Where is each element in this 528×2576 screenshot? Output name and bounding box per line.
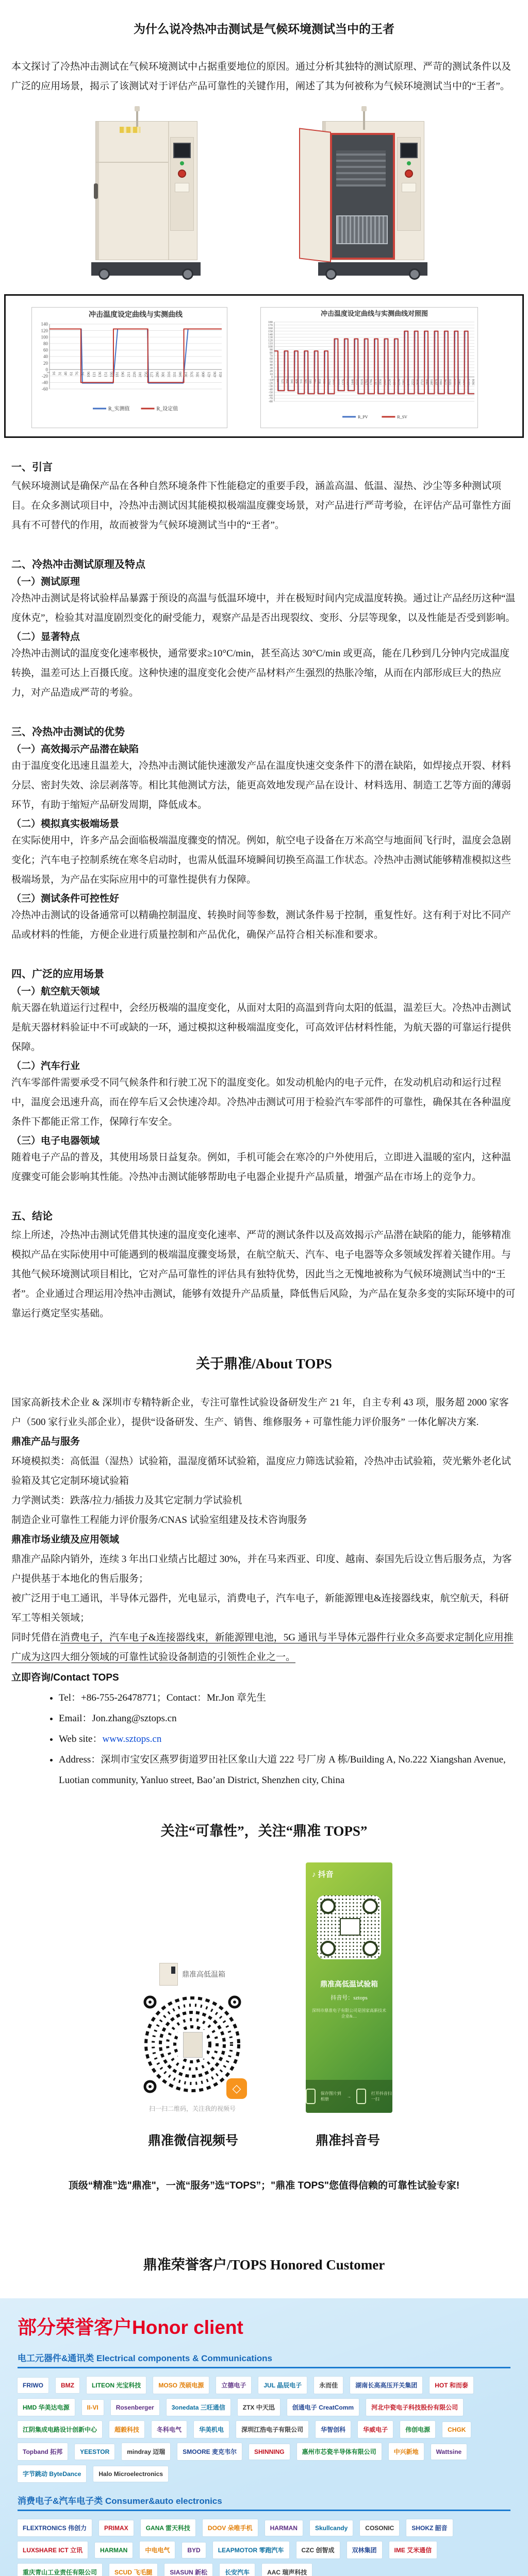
- client-logo: IME 艾米通信: [389, 2541, 437, 2558]
- chamber-antenna: [363, 110, 365, 130]
- douyin-bottom-bar: [306, 2080, 392, 2113]
- svg-text:346: 346: [178, 371, 183, 378]
- svg-text:160: 160: [268, 327, 273, 330]
- product-photos: [0, 108, 528, 279]
- svg-text:170: 170: [268, 324, 273, 328]
- about-line: 鼎准产品与服务: [11, 1436, 80, 1447]
- qr-center-product-image: [340, 1918, 360, 1936]
- svg-text:596: 596: [305, 379, 308, 384]
- svg-text:130: 130: [268, 336, 273, 340]
- interior-mesh-basket: [336, 215, 388, 244]
- sub-heading: （一）航空航天领域: [11, 986, 100, 997]
- client-logo: LEAPMOTOR 零跑汽车: [213, 2541, 289, 2558]
- client-logo: 华智创科: [316, 2421, 351, 2438]
- svg-text:120: 120: [268, 339, 273, 343]
- client-logo: 江阴集成电路设计创新中心: [18, 2421, 102, 2438]
- website-link[interactable]: www.sztops.cn: [102, 1734, 162, 1744]
- douyin-card: [306, 1862, 392, 2113]
- svg-text:2381: 2381: [402, 379, 406, 385]
- charts-frame: [4, 294, 524, 438]
- svg-text:1276: 1276: [342, 379, 345, 385]
- wechat-caption: 鼎准微信视频号: [147, 2134, 238, 2148]
- svg-text:851: 851: [319, 379, 322, 384]
- svg-text:2891: 2891: [430, 379, 434, 385]
- chamber-base: [318, 262, 427, 276]
- svg-text:R_实测值: R_实测值: [108, 406, 130, 412]
- svg-text:681: 681: [309, 379, 313, 384]
- svg-text:1: 1: [272, 379, 275, 381]
- svg-text:331: 331: [172, 371, 177, 378]
- control-panel: [397, 137, 421, 231]
- client-logo: SIASUN 新松: [164, 2564, 212, 2576]
- svg-text:冲击温度设定曲线与实测曲线对照图: 冲击温度设定曲线与实测曲线对照图: [320, 310, 428, 317]
- sub-heading: （三）测试条件可控性好: [11, 893, 120, 904]
- svg-text:100: 100: [268, 345, 273, 349]
- svg-text:511: 511: [300, 379, 304, 384]
- svg-text:60: 60: [270, 358, 273, 361]
- control-panel: [170, 137, 194, 231]
- client-logo: HOT 和而泰: [430, 2377, 473, 2394]
- svg-text:2806: 2806: [425, 379, 429, 385]
- douyin-description: 深圳市鼎准电子有限公司是国家高新技术企业&…: [312, 2008, 386, 2019]
- client-logo: FRIWO: [18, 2378, 48, 2393]
- sub-heading: （二）模拟真实极端场景: [11, 819, 120, 829]
- emergency-stop-button: [178, 170, 186, 178]
- svg-text:3316: 3316: [453, 379, 457, 385]
- client-logo: 伟创电源: [400, 2421, 435, 2438]
- client-logo: ZTX 中天迅: [238, 2399, 280, 2416]
- svg-text:100: 100: [41, 334, 48, 340]
- wechat-channels-icon: ◇: [226, 2078, 247, 2099]
- contact-list: [11, 1688, 517, 1791]
- svg-text:R_设定值: R_设定值: [156, 406, 178, 412]
- client-logo: Halo Microelectronics: [93, 2466, 168, 2482]
- sub-heading: （二）显著特点: [11, 632, 80, 642]
- client-logo: SHINNING: [249, 2444, 290, 2460]
- svg-text:166: 166: [109, 371, 114, 378]
- article-body: [0, 459, 528, 1324]
- thermal-shock-chamber-open-image: [313, 114, 442, 279]
- svg-text:1106: 1106: [333, 379, 336, 385]
- svg-text:0: 0: [45, 367, 48, 372]
- abstract-paragraph: 本文探讨了冷热冲击测试在气候环境测试中占据重要地位的原因。通过分析其独特的测试原理、严苛的测试条件以及广泛的应用场景，揭示了该测试对于评估产品可靠性的关键作用，阐述了其为何被称为气候环境测试当中的“王者”。: [11, 61, 512, 92]
- client-logo: 创通电子 CreatComm: [287, 2399, 359, 2416]
- douyin-caption: 鼎准抖音号: [316, 2134, 381, 2148]
- svg-text:90: 90: [270, 348, 273, 352]
- svg-text:91: 91: [80, 371, 85, 376]
- about-line: 制造企业可靠性工程能力评价服务/CNAS 试验室组建及技术咨询服务: [11, 1515, 307, 1526]
- about-line: 鼎准产品除内销外，连续 3 年出口业绩占比超过 30%，并在马来西亚、印度、越南、泰国先后设立售后服务点，为客户提供基于本地化的售后服务；: [11, 1554, 512, 1584]
- phone-scan-icon: [356, 2089, 366, 2104]
- svg-text:1446: 1446: [351, 379, 355, 385]
- about-line: 国家高新技术企业 & 深圳市专精特新企业，专注可靠性试验设备研发生产 21 年，自主专利 43 项，服务超 2000 家客户（500 家行业头部企业），提供“设备研发、生产、销售、维修服务 + 可靠性能力评价服务” 一体化解决方案.: [11, 1397, 509, 1428]
- client-logo: MOSO 茂硕电源: [153, 2377, 209, 2394]
- svg-text:426: 426: [295, 379, 299, 384]
- svg-text:2466: 2466: [407, 379, 410, 385]
- paragraph: 在实际使用中，许多产品会面临极端温度骤变的情况。例如，航空电子设备在万米高空与地面间飞行时，温度会急剧变化；汽车电子控制系统在寒冬启动时，也需从低温环境瞬间切换至高温工作状态。冷热冲击测试能够精准模拟这些极端场景，为产品在实际应用中的可靠性提供有力保障。: [11, 835, 512, 885]
- svg-text:110: 110: [268, 342, 273, 346]
- svg-text:936: 936: [323, 379, 327, 384]
- svg-text:171: 171: [282, 379, 285, 384]
- contact-heading: 立即咨询/Contact TOPS: [11, 1672, 119, 1683]
- contact-tel: • Tel：+86-755-26478771；Contact：Mr.Jon 章先生: [59, 1688, 517, 1708]
- client-logo: mindray 迈瑞: [122, 2443, 170, 2460]
- svg-text:436: 436: [212, 371, 217, 378]
- chamber-thumbnail: [159, 1963, 178, 1986]
- sub-heading: （三）电子电器领域: [11, 1136, 100, 1146]
- client-logo: 河北中瓷电子科技股份有限公司: [366, 2399, 463, 2416]
- svg-text:31: 31: [57, 371, 62, 376]
- save-hint: 保存图片到相册: [320, 2091, 341, 2102]
- douyin-logo: ♪ 抖音: [312, 1870, 334, 1879]
- client-logo: 中兴新地: [389, 2443, 424, 2460]
- svg-text:271: 271: [149, 371, 154, 378]
- svg-text:140: 140: [268, 333, 273, 336]
- svg-text:316: 316: [166, 371, 171, 378]
- qr-codes: [0, 1862, 528, 2113]
- svg-text:-30: -30: [269, 385, 273, 388]
- client-logo: Topband 拓邦: [18, 2443, 68, 2460]
- client-logo: DOOV 朵唯手机: [203, 2519, 258, 2536]
- svg-text:3571: 3571: [467, 379, 471, 385]
- svg-text:1956: 1956: [379, 379, 383, 385]
- paragraph: 航天器在轨道运行过程中，会经历极端的温度变化，从面对太阳的高温到背向太阳的低温，温差巨大。冷热冲击测试是航天器材料验证中不可或缺的一环，通过模拟这种极端温度变化，可高效评估材料性能，为航天器的可靠运行提供保障。: [11, 1003, 512, 1053]
- client-logo: GANA 雷天科技: [141, 2519, 195, 2536]
- paragraph: 综上所述，冷热冲击测试凭借其快速的温度变化速率、严苛的测试条件以及高效揭示产品潜在缺陷的能力，能够精准模拟产品在实际使用中可能遇到的极端温度骤变场景，在航空航天、汽车、电子电器等众多领域发挥着关键作用。与其他气候环境测试项目相比，它对产品可靠性的评估具有独特优势，因此当之无愧地被称为气候环境测试当中的“王者”。企业通过合理运用冷热冲击测试，能够有效提升产品质量，降低售后风险，为产品在复杂多变的实际环境中的可靠运行奠定坚实基础。: [11, 1230, 516, 1319]
- svg-text:20: 20: [43, 360, 48, 366]
- interior-shelf: [336, 150, 386, 187]
- svg-text:256: 256: [286, 379, 290, 384]
- svg-text:3231: 3231: [449, 379, 452, 385]
- svg-text:40: 40: [270, 364, 273, 367]
- wechat-channel-card: [136, 1963, 249, 2113]
- svg-text:冲击温度设定曲线与实测曲线: 冲击温度设定曲线与实测曲线: [89, 311, 183, 319]
- client-logo: Skullcandy: [310, 2520, 353, 2536]
- sub-heading: （一）测试原理: [11, 577, 80, 587]
- douyin-account: 抖音号：sztops: [331, 1995, 368, 2001]
- section-heading: 一、引言: [11, 462, 53, 473]
- thermal-shock-chamber-closed-image: [86, 114, 215, 279]
- client-logo: SHOKZ 韶音: [406, 2519, 452, 2536]
- client-logo: 立德电子: [216, 2377, 251, 2394]
- client-logo: YEESTOR: [75, 2444, 114, 2460]
- svg-text:3656: 3656: [472, 379, 475, 385]
- svg-text:3061: 3061: [439, 379, 443, 385]
- category-divider: [18, 2510, 510, 2511]
- sub-heading: （一）高效揭示产品潜在缺陷: [11, 744, 139, 755]
- chamber-base: [91, 262, 201, 276]
- svg-text:2976: 2976: [435, 379, 438, 385]
- svg-text:1701: 1701: [365, 379, 369, 385]
- save-photo-icon: [306, 2089, 316, 2104]
- wechat-qr-code: [141, 1993, 244, 2096]
- svg-text:-20: -20: [42, 373, 48, 379]
- paragraph: 冷热冲击测试的温度变化速率极快，通常要求≥10°C/min，甚至高达 30°C/min 或更高，能在几秒到几分钟内完成温度转换，温差可达上百摄氏度。这种快速的温度变化会使产品材料产生强烈的热胀冷缩，从而在内部形成巨大的热应力，对产品造成严苛的考验。: [11, 648, 510, 698]
- client-logo: 重庆青山工业责任有限公司: [18, 2564, 102, 2576]
- svg-text:2126: 2126: [388, 379, 392, 385]
- svg-text:180: 180: [268, 321, 273, 325]
- controller-screen: [173, 143, 191, 158]
- svg-text:60: 60: [43, 347, 48, 353]
- client-logo-wall: [18, 2519, 510, 2576]
- client-logo: BYD: [182, 2543, 205, 2558]
- chamber-interior: [330, 133, 395, 260]
- open-hint: 打开抖音扫一扫: [371, 2091, 392, 2102]
- svg-text:421: 421: [206, 371, 211, 378]
- door-handle: [94, 183, 98, 199]
- slogan: 顶级“精准”选"鼎准"，一流“服务”选“TOPS”；"鼎准 TOPS"您值得信赖的可靠性试验专家!: [68, 2180, 460, 2191]
- client-logo: 字节跳动 ByteDance: [18, 2465, 86, 2482]
- client-logo: FLEXTRONICS 伟创力: [18, 2519, 92, 2536]
- client-logo: SMOORE 麦克韦尔: [177, 2443, 242, 2460]
- svg-text:80: 80: [43, 341, 48, 346]
- web-label: Web site：: [59, 1734, 103, 1744]
- svg-text:181: 181: [114, 371, 120, 378]
- client-logo: AAC 瑞声科技: [262, 2564, 312, 2576]
- client-logo: Wattsine: [431, 2444, 467, 2460]
- client-logo: 中电电气: [140, 2541, 175, 2558]
- svg-text:1361: 1361: [346, 379, 350, 385]
- honored-customer-title: 鼎准荣誉客户/TOPS Honored Customer: [143, 2257, 385, 2273]
- svg-text:16: 16: [52, 371, 57, 376]
- client-logo: 惠州市芯瓷半导体有限公司: [297, 2443, 382, 2460]
- svg-text:1871: 1871: [374, 379, 378, 385]
- client-category-label: 电工元器件&通讯类 Electrical components & Communications: [18, 2353, 273, 2363]
- client-logo: 超毅科技: [109, 2421, 144, 2438]
- client-logo-wall: [18, 2377, 510, 2482]
- about-line: 鼎准市场业绩及应用领域: [11, 1534, 120, 1545]
- chart-set-vs-measured: [31, 307, 227, 428]
- svg-text:341: 341: [291, 379, 294, 384]
- svg-text:376: 376: [189, 371, 194, 378]
- svg-text:140: 140: [41, 321, 48, 327]
- category-divider: [18, 2367, 510, 2368]
- contact-email: • Email：Jon.zhang@sztops.cn: [59, 1708, 517, 1729]
- svg-text:151: 151: [103, 371, 108, 378]
- client-logo: 长安汽车: [220, 2564, 255, 2576]
- qr-captions: [0, 2130, 528, 2149]
- svg-text:40: 40: [43, 354, 48, 360]
- honor-categories: [18, 2351, 510, 2576]
- client-logo: LUXSHARE ICT 立讯: [18, 2541, 88, 2558]
- client-logo: COSONIC: [360, 2520, 399, 2536]
- about-line: 被广泛用于电工通讯，半导体元器件，光电显示，消费电子，汽车电子，新能源锂电&连接器线束，航空航天，科研军工等相关领域；: [11, 1593, 509, 1623]
- svg-text:451: 451: [218, 371, 223, 378]
- client-logo: II-VI: [82, 2400, 104, 2415]
- paragraph: 气候环境测试是确保产品在各种自然环境条件下性能稳定的重要手段，涵盖高温、低温、湿热、沙尘等多种测试项目。在众多测试项目中，冷热冲击测试因其能模拟极端温度骤变场景，对产品进行严苛考验，在评估产品可靠性方面具有不可替代的作用，故而被誉为气候环境测试当中的“王者”。: [11, 481, 512, 531]
- svg-text:2296: 2296: [398, 379, 401, 385]
- client-logo: HARMAN: [95, 2543, 133, 2558]
- svg-text:150: 150: [268, 330, 273, 333]
- follow-title: 关注“可靠性”，关注“鼎准 TOPS”: [160, 1823, 368, 1839]
- sub-heading: （二）汽车行业: [11, 1061, 80, 1072]
- open-door: [299, 128, 331, 263]
- douyin-product-name: 鼎准高低温试验箱: [320, 1980, 378, 1988]
- client-category-label: 消费电子&汽车电子类 Consumer&auto electronics: [18, 2496, 222, 2506]
- honor-client-banner: [0, 2298, 528, 2576]
- paragraph: 由于温度变化迅速且温差大，冷热冲击测试能快速激发产品在温度快速交变条件下的潜在缺陷，如焊接点开裂、材料分层、密封失效、涂层剥落等。相比其他测试方法，能更高效地发现产品在设计、材料选用、制造工艺等方面的薄弱环节，有助于缩短产品研发周期，降低成本。: [11, 760, 512, 810]
- svg-text:3486: 3486: [463, 379, 466, 385]
- svg-text:-80: -80: [269, 400, 273, 404]
- about-line: [11, 1628, 517, 1667]
- client-logo: 湖南长高高压开关集团: [350, 2377, 422, 2394]
- client-logo: SCUD 飞毛腿: [109, 2564, 157, 2576]
- svg-text:46: 46: [63, 371, 68, 376]
- svg-text:76: 76: [74, 371, 79, 376]
- svg-text:1786: 1786: [370, 379, 373, 385]
- svg-text:-60: -60: [269, 394, 273, 398]
- svg-text:121: 121: [92, 371, 97, 378]
- client-logo: 3onedata 三旺通信: [167, 2399, 230, 2416]
- svg-text:1: 1: [46, 371, 51, 374]
- svg-text:-60: -60: [42, 386, 48, 392]
- contact-web: [59, 1729, 517, 1750]
- svg-text:30: 30: [270, 366, 273, 370]
- client-logo: 冬科电气: [152, 2421, 187, 2438]
- svg-text:-20: -20: [269, 382, 273, 385]
- client-logo: 华威电子: [358, 2421, 393, 2438]
- client-logo: HARMAN: [265, 2520, 303, 2536]
- section-heading: 五、结论: [11, 1211, 53, 1222]
- client-logo: JUL 晶辰电子: [258, 2377, 307, 2394]
- paragraph: 汽车零部件需要承受不同气候条件和行驶工况下的温度变化。如发动机舱内的电子元件，在发动机启动和运行过程中，温度会迅速升高，而在停车后又会快速冷却。冷热冲击测试可用于检验汽车零部件的可靠性，确保其在各种温度条件下都能正常工作，保障行车安全。: [11, 1077, 512, 1127]
- client-logo: HMD 华美达电源: [18, 2399, 75, 2416]
- svg-text:106: 106: [86, 371, 91, 378]
- svg-text:50: 50: [270, 361, 273, 364]
- svg-text:196: 196: [120, 371, 125, 378]
- client-logo: 华美机电: [194, 2421, 229, 2438]
- svg-text:406: 406: [201, 371, 206, 378]
- svg-text:2041: 2041: [384, 379, 387, 385]
- svg-text:-40: -40: [42, 380, 48, 385]
- contact-address: • Address：深圳市宝安区燕罗街道罗田社区象山大道 222 号厂房 A 栋/Building A, No.222 Xiangshan Avenue, Luotian community, Yanluo street, Bao’an District, Shenzhen city, China: [59, 1750, 517, 1791]
- svg-text:-70: -70: [269, 397, 273, 401]
- emergency-stop-button: [405, 170, 413, 178]
- svg-text:256: 256: [143, 371, 148, 378]
- svg-text:70: 70: [270, 354, 273, 358]
- about-section: [0, 1393, 528, 1667]
- svg-text:1191: 1191: [337, 379, 341, 385]
- svg-text:R_PV: R_PV: [358, 414, 368, 419]
- client-logo: LITEON 光宝科技: [87, 2377, 146, 2394]
- douyin-qr-code: [317, 1895, 381, 1959]
- svg-text:80: 80: [270, 351, 273, 355]
- svg-text:-40: -40: [269, 388, 273, 392]
- client-logo: CHGK: [442, 2422, 471, 2437]
- svg-text:3146: 3146: [444, 379, 448, 385]
- svg-text:361: 361: [184, 371, 189, 378]
- svg-text:10: 10: [270, 372, 273, 376]
- svg-text:1021: 1021: [328, 379, 332, 385]
- svg-text:136: 136: [97, 371, 103, 378]
- client-logo: BMZ: [56, 2378, 79, 2393]
- svg-text:86: 86: [277, 379, 280, 382]
- svg-text:R_SV: R_SV: [397, 414, 407, 419]
- svg-text:20: 20: [270, 369, 273, 373]
- paragraph: 随着电子产品的普及，其使用场景日益复杂。例如，手机可能会在寒冷的户外使用后，立即进入温暖的室内，这种温度骤变可能会影响其性能。冷热冲击测试能够帮助电子电器企业提升产品质量，增强产品在市场上的竞争力。: [11, 1152, 512, 1182]
- svg-text:0: 0: [271, 376, 273, 379]
- client-logo: 深圳江浩电子有限公司: [236, 2421, 308, 2438]
- svg-text:241: 241: [138, 371, 143, 378]
- underlined-text: 消费电子，汽车电子&连接器线束，新能源锂电池，5G 通讯与半导体元器件行业众多高要求定制化应用推广成为这四大细分领域的可靠性试验设备制造的引领性企业之一。: [11, 1632, 514, 1663]
- svg-text:-10: -10: [269, 379, 273, 382]
- client-logo: Rosenberger: [111, 2400, 159, 2415]
- client-logo: PRIMAX: [99, 2520, 134, 2536]
- paragraph: 冷热冲击测试是将试验样品暴露于预设的高温与低温环境中，并在极短时间内完成温度转换。通过让产品经历这种“温度休克”，检验其对温度剧烈变化的耐受能力，观察产品是否出现裂纹、变形、分层等现象，以及性能是否受到影响。: [11, 593, 516, 623]
- section-heading: 二、冷热冲击测试原理及特点: [11, 559, 145, 570]
- svg-text:301: 301: [160, 371, 166, 378]
- client-logo: 永而佳: [314, 2377, 343, 2394]
- svg-text:2636: 2636: [416, 379, 420, 385]
- svg-text:61: 61: [69, 371, 74, 376]
- svg-text:1616: 1616: [360, 379, 364, 385]
- about-line: 力学测试类：跌落/拉力/插拔力及其它定制力学试验机: [11, 1495, 242, 1506]
- client-logo: CZC 创智成: [296, 2541, 340, 2558]
- section-heading: 三、冷热冲击测试的优势: [11, 726, 125, 738]
- svg-text:120: 120: [41, 328, 48, 333]
- svg-text:2211: 2211: [393, 379, 397, 385]
- paragraph: 冷热冲击测试的设备通常可以精确控制温度、转换时间等参数，测试条件易于控制，重复性好。这有利于对比不同产品或材料的性能，方便企业进行质量控制和产品优化，确保产品符合相关标准和要求。: [11, 910, 512, 940]
- svg-text:211: 211: [126, 371, 131, 378]
- svg-text:3401: 3401: [458, 379, 461, 385]
- svg-text:766: 766: [314, 379, 318, 384]
- svg-text:226: 226: [132, 371, 137, 378]
- honor-banner-heading: 部分荣誉客户Honor client: [18, 2317, 243, 2338]
- controller-screen: [400, 143, 418, 158]
- page-title: 为什么说冷热冲击测试是气候环境测试当中的王者: [134, 22, 394, 36]
- svg-text:2721: 2721: [421, 379, 424, 385]
- svg-text:-50: -50: [269, 391, 273, 395]
- svg-text:1531: 1531: [356, 379, 359, 385]
- chart-comparison: [260, 307, 478, 428]
- svg-text:391: 391: [195, 371, 200, 378]
- svg-text:2551: 2551: [411, 379, 415, 385]
- about-title: 关于鼎准/About TOPS: [196, 1356, 332, 1371]
- client-logo: 双林集团: [347, 2541, 382, 2558]
- about-line: 环境模拟类：高低温（湿热）试验箱，温湿度循环试验箱，温度应力筛选试验箱，冷热冲击试验箱，荧光紫外老化试验箱及其它定制环境试验箱: [11, 1456, 512, 1486]
- qr-center-product-image: [183, 2032, 203, 2058]
- text-prefix: 同时凭借在: [11, 1632, 61, 1643]
- wechat-thumb-label: 鼎准高低温箱: [182, 1971, 225, 1979]
- svg-text:286: 286: [155, 371, 160, 378]
- arrow-icon: →: [347, 2094, 351, 2099]
- wechat-scan-hint: 扫一扫二维码，关注我的视频号: [148, 2105, 236, 2112]
- section-heading: 四、广泛的应用场景: [11, 969, 104, 980]
